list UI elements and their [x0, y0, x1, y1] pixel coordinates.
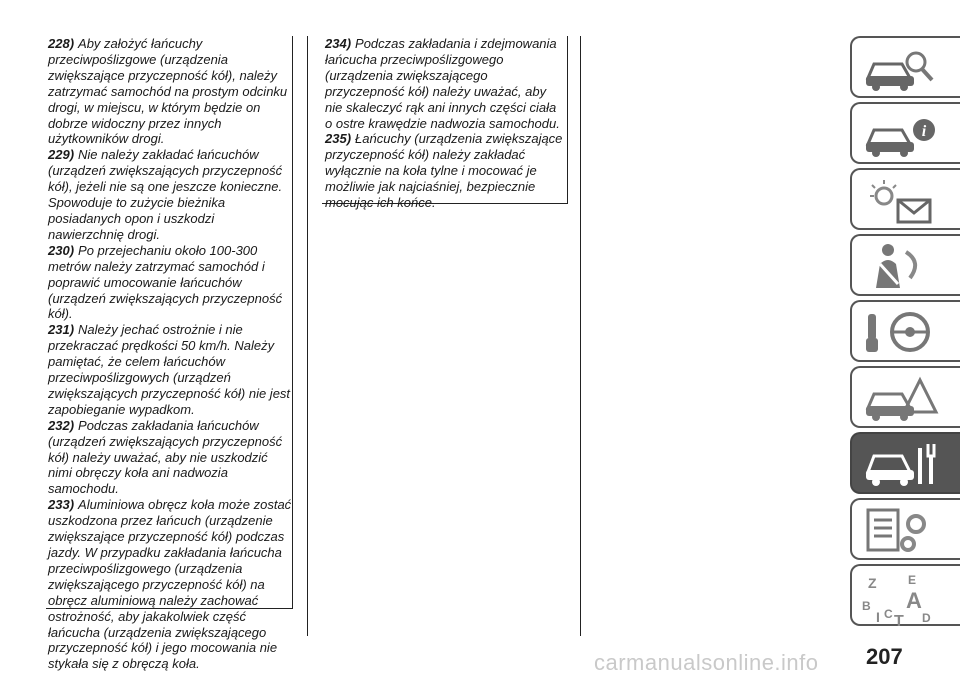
note-number: 234) — [325, 36, 352, 51]
tab-index[interactable] — [850, 564, 960, 626]
svg-text:I: I — [876, 609, 880, 625]
svg-text:T: T — [894, 613, 904, 626]
svg-text:E: E — [908, 573, 917, 587]
note-text: Aby założyć łańcuchy przeciwpoślizgowe (urządzenia zwiększające przyczepność kół), należy zatrzymać samochód na prostym odcinku drogi, w miejscu, w którym będzie on dobrze widoczny przez innych użytkowników drogi. — [48, 36, 288, 147]
tab-starting-driving[interactable] — [850, 300, 960, 362]
tab-technical-data[interactable] — [850, 498, 960, 560]
note-235 — [325, 131, 567, 211]
car-wrench-icon — [862, 440, 942, 490]
note-number: 231) — [48, 322, 75, 338]
note-230 — [48, 243, 292, 323]
svg-text:B: B — [862, 599, 871, 613]
note-text: Podczas zakładania łańcuchów (urządzeń zwiększających przyczepność kół) należy uważać, aby nie uszkodzić nimi obręczy koła ani nadwozia samochodu. — [48, 417, 283, 497]
note-232 — [48, 418, 292, 498]
svg-text:A: A — [906, 588, 922, 613]
note-228 — [48, 36, 292, 147]
note-number: 229) — [48, 147, 75, 163]
note-text: Aluminiowa obręcz koła może zostać uszkodzona przez łańcuch (urządzenie zwiększające przyczepność kół) podczas jazdy. W przypadku zakładania łańcucha przeciwpoślizgowego (urządzenia zwiększającego przyczepność kół) na obręcz aluminiową należy zachować ostrożność, aby jakakolwiek część łańcucha (urządzenia zwiększającego przyczepność kół) i jego mocowania nie stykała się z obręczą koła. — [48, 497, 292, 672]
note-text: Po przejechaniu około 100-300 metrów należy zatrzymać samochód i poprawić umocowanie łańcuchów (urządzeń zwiększających przyczepność kół). — [48, 242, 283, 322]
warning-light-message-icon — [862, 176, 942, 226]
note-number: 232) — [48, 417, 75, 433]
car-emergency-icon — [862, 374, 942, 424]
svg-text:i: i — [921, 123, 927, 140]
note-number: 230) — [48, 242, 75, 258]
note-231 — [48, 322, 292, 417]
note-number: 235) — [325, 131, 352, 147]
warnings-column-right — [322, 36, 568, 211]
column-divider — [307, 36, 308, 636]
page-number: 207 — [866, 644, 903, 669]
note-number: 228) — [48, 36, 75, 51]
svg-text:Z: Z — [868, 575, 877, 591]
svg-text:C: C — [884, 607, 893, 621]
note-229 — [48, 147, 292, 242]
car-info-icon — [862, 110, 942, 160]
tab-safety[interactable] — [850, 234, 960, 296]
note-text: Nie należy zakładać łańcuchów (urządzeń zwiększających przyczepność kół), jeżeli nie są one jeszcze konieczne. Spowoduje to zużycie bieżnika posiadanych opon i uszkodzi nawierzchnię drogi. — [48, 147, 283, 242]
note-text: Łańcuchy (urządzenia zwiększające przyczepność kół) należy zakładać wyłącznie na koła tylne i mocować je możliwie jak najciaśniej, bezpiecznie mocując ich końce. — [325, 131, 563, 211]
svg-text:D: D — [922, 611, 931, 625]
alphabet-index-icon — [862, 572, 942, 626]
warnings-column-left — [46, 36, 293, 672]
car-search-icon — [862, 44, 942, 94]
tab-maintenance[interactable] — [850, 432, 960, 494]
note-text: Należy jechać ostrożnie i nie przekraczać prędkości 50 km/h. Należy pamiętać, że celem łańcuchów przeciwpoślizgowych (urządzeń zwiększających przyczepność kół) nie jest zapobieganie wypadkom. — [48, 322, 291, 417]
tab-emergency[interactable] — [850, 366, 960, 428]
watermark: carmanualsonline.info — [594, 650, 819, 675]
seatbelt-airbag-icon — [862, 242, 942, 292]
tab-warning-lights[interactable] — [850, 168, 960, 230]
key-steering-wheel-icon — [862, 308, 942, 358]
column-divider — [580, 36, 581, 636]
note-233 — [48, 497, 292, 672]
tab-car-search[interactable] — [850, 36, 960, 98]
note-234 — [325, 36, 567, 131]
specs-gear-icon — [862, 506, 942, 556]
note-text: Podczas zakładania i zdejmowania łańcucha przeciwpoślizgowego (urządzenia zwiększającego przyczepność kół) należy uważać, aby nie skaleczyć rąk ani innych części ciała o ostre krawędzie nadwozia samochodu. — [325, 36, 560, 131]
tab-car-info[interactable] — [850, 102, 960, 164]
note-number: 233) — [48, 497, 75, 513]
